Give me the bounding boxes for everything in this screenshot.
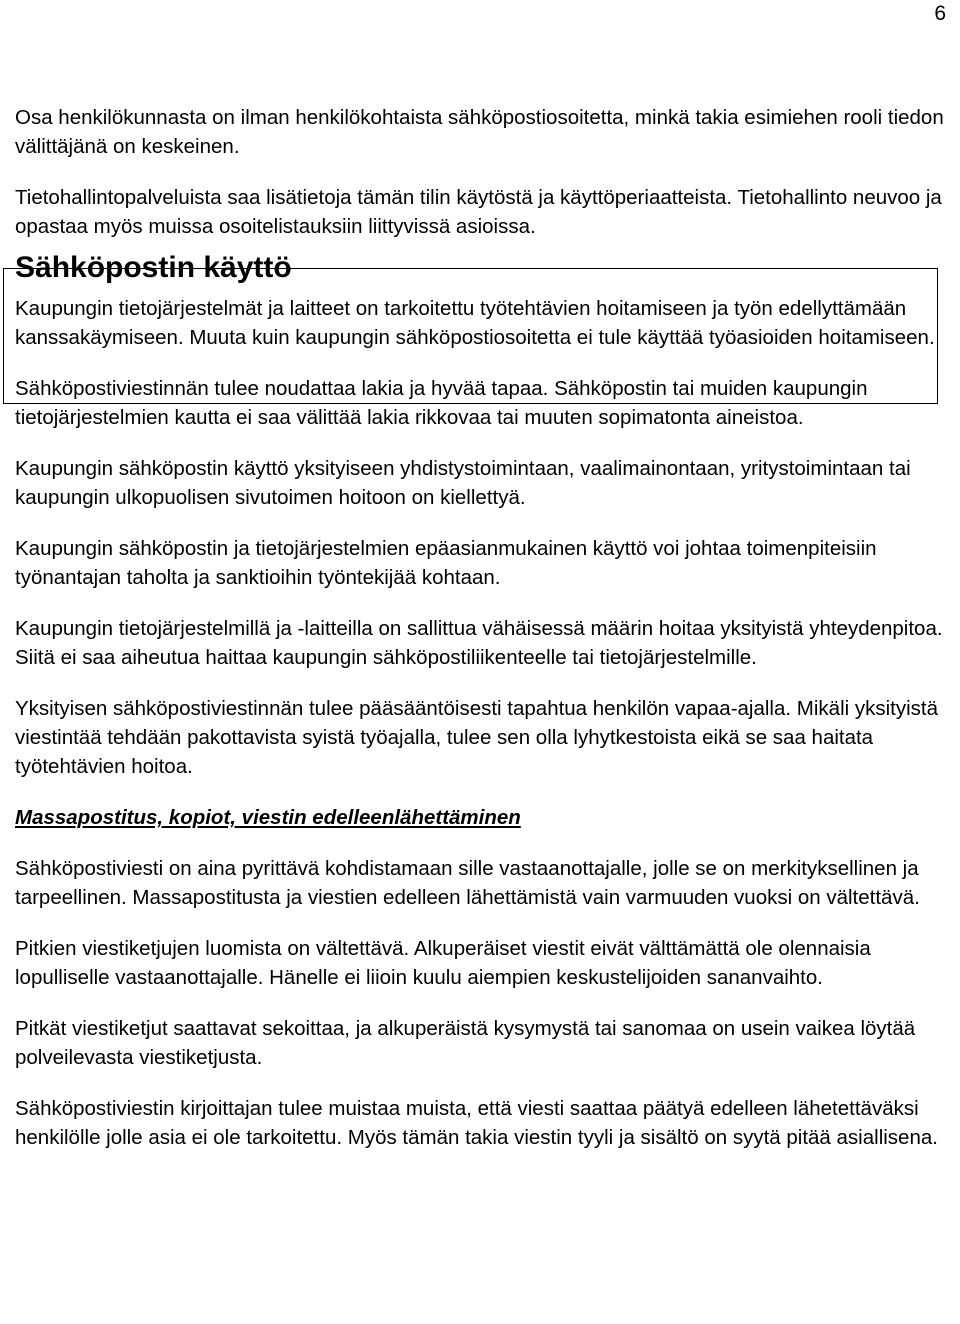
section-heading-email-usage: Sähköpostin käyttö: [15, 251, 292, 284]
subsection-heading-mass-mailing: Massapostitus, kopiot, viestin edelleenlähettäminen: [15, 806, 521, 829]
intro-paragraph-1: Osa henkilökunnasta on ilman henkilökohtaista sähköpostiosoitetta, minkä takia esimiehen rooli tiedon välittäjänä on keskeinen.: [15, 106, 944, 158]
intro-paragraph-2: Tietohallintopalveluista saa lisätietoja tämän tilin käytöstä ja käyttöperiaatteista. Tietohallinto neuvoo ja opastaa myös muissa osoitelistauksiin liittyvissä asioissa.: [15, 186, 942, 238]
paragraph-confusing-threads: Pitkät viestiketjut saattavat sekoittaa, ja alkuperäistä kysymystä tai sanomaa on usein vaikea löytää polveilevasta viestiketjusta.: [15, 1017, 916, 1069]
paragraph-sanctions: Kaupungin sähköpostin ja tietojärjestelmien epäasianmukainen käyttö voi johtaa toimenpiteisiin työnantajan taholta ja sanktioihin työntekijää kohtaan.: [15, 537, 877, 589]
paragraph-minor-private-use: Kaupungin tietojärjestelmillä ja -laitteilla on sallittua vähäisessä määrin hoitaa yksityistä yhteydenpitoa. Siitä ei saa aiheutua haittaa kaupungin sähköpostiliikenteelle tai tietojärjestelmille.: [15, 617, 943, 669]
paragraph-law-and-conduct: Sähköpostiviestinnän tulee noudattaa lakia ja hyvää tapaa. Sähköpostin tai muiden kaupungin tietojärjestelmien kautta ei saa välittää lakia rikkovaa tai muuten sopimatonta aineistoa.: [15, 377, 868, 429]
email-usage-section: [15, 250, 950, 352]
boxed-paragraph: Kaupungin tietojärjestelmät ja laitteet on tarkoitettu työtehtävien hoitamiseen ja työn edellyttämään kanssakäymiseen. Muuta kuin kaupungin sähköpostiosoitetta ei tule käyttää työasioiden hoitamiseen.: [15, 297, 935, 349]
page-number: 6: [934, 2, 946, 25]
paragraph-forwarding-caution: Sähköpostiviestin kirjoittajan tulee muistaa muista, että viesti saattaa päätyä edelleen lähetettäväksi henkilölle jolle asia ei ole tarkoitettu. Myös tämän takia viestin tyyli ja sisältö on syytä pitää asiallisena.: [15, 1097, 938, 1149]
paragraph-targeting: Sähköpostiviesti on aina pyrittävä kohdistamaan sille vastaanottajalle, jolle se on merkityksellinen ja tarpeellinen. Massapostitusta ja viestien edelleen lähettämistä vain varmuuden vuoksi on vältettävä.: [15, 857, 920, 909]
document-body: [15, 103, 950, 1174]
paragraph-private-use-prohibited: Kaupungin sähköpostin käyttö yksityiseen yhdistystoimintaan, vaalimainontaan, yritystoimintaan tai kaupungin ulkopuolisen sivutoimen hoitoon on kiellettyä.: [15, 457, 911, 509]
paragraph-free-time: Yksityisen sähköpostiviestinnän tulee pääsääntöisesti tapahtua henkilön vapaa-ajalla. Mikäli yksityistä viestintää tehdään pakottavista syistä työajalla, tulee sen olla lyhytkestoista eikä se saa haitata työtehtävien hoitoa.: [15, 697, 939, 778]
paragraph-long-threads: Pitkien viestiketjujen luomista on vältettävä. Alkuperäiset viestit eivät välttämättä ole olennaisia lopulliselle vastaanottajalle. Hänelle ei liioin kuulu aiempien keskustelijoiden sananvaihto.: [15, 937, 871, 989]
